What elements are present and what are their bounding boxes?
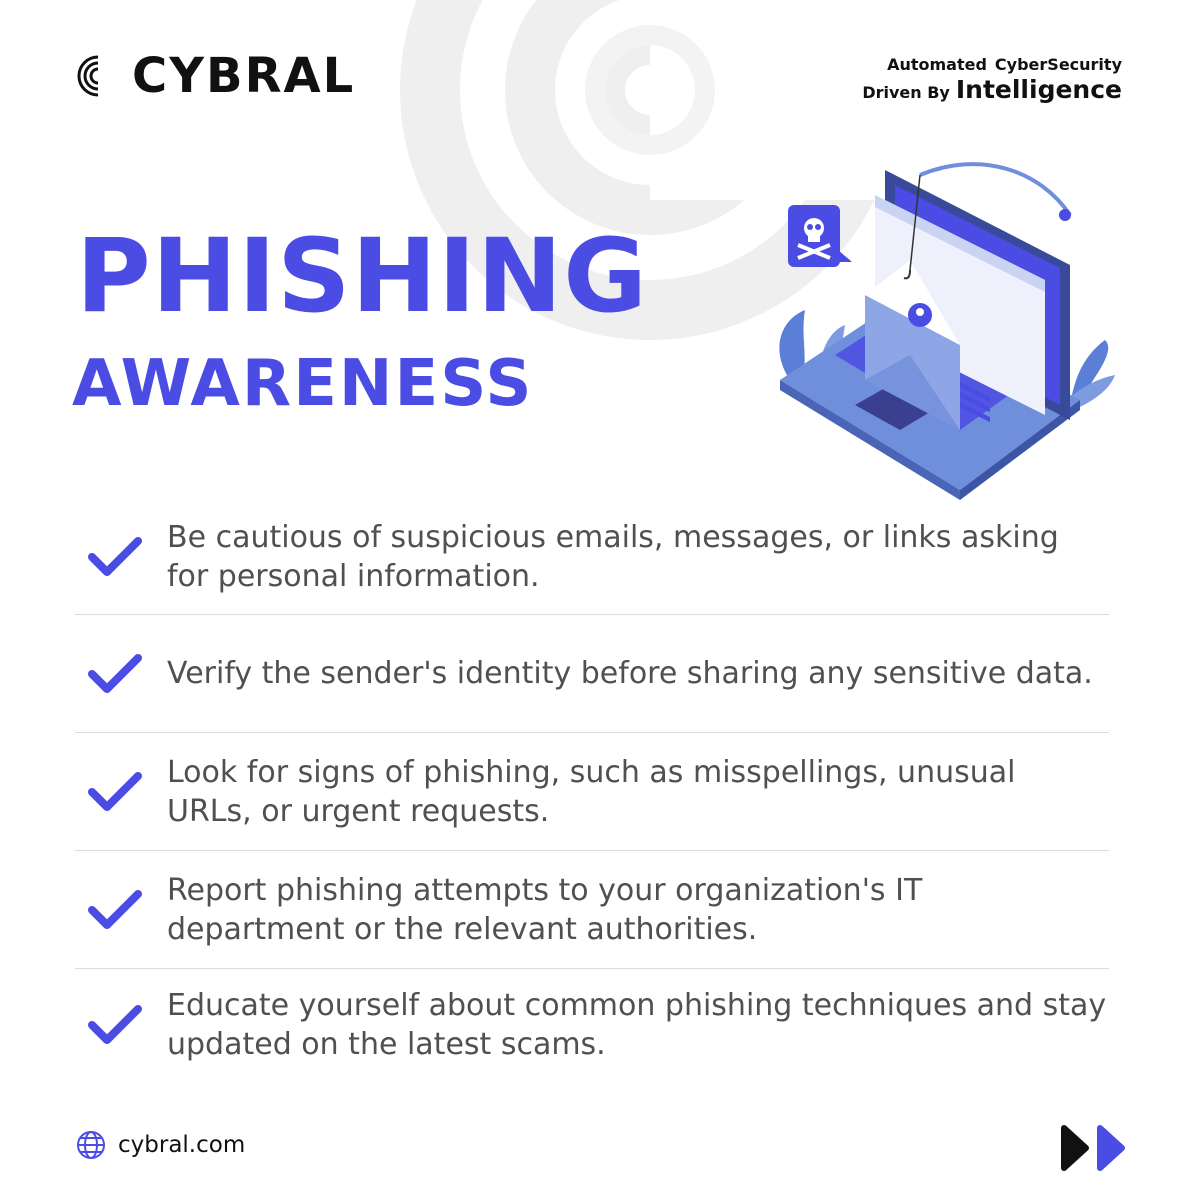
tip-text: Be cautious of suspicious emails, messages, or links asking for personal information. (167, 520, 1059, 594)
tip-text: Report phishing attempts to your organization's IT department or the relevant authorities. (167, 872, 923, 947)
check-icon (75, 771, 167, 813)
check-icon (75, 1004, 167, 1046)
check-icon (75, 536, 167, 578)
list-item (75, 851, 1109, 969)
list-item (75, 615, 1109, 733)
tagline-cybersecurity: CyberSecurity (994, 55, 1122, 74)
tips-list (75, 500, 1109, 1081)
list-item (75, 733, 1109, 851)
brand-logo (76, 48, 356, 104)
tip-text: Verify the sender's identity before sharing any sensitive data. (167, 656, 1093, 691)
globe-icon (76, 1130, 106, 1160)
brand-name: CYBRAL (132, 48, 356, 104)
tip-text: Look for signs of phishing, such as misspellings, unusual URLs, or urgent requests. (167, 754, 1016, 829)
tagline (862, 55, 1122, 108)
check-icon (75, 653, 167, 695)
tagline-intelligence: Intelligence (955, 75, 1122, 104)
list-item (75, 500, 1109, 615)
website-link[interactable] (76, 1130, 245, 1160)
page-title: PHISHING (76, 217, 648, 336)
check-icon (75, 889, 167, 931)
cybral-logo-icon (76, 54, 120, 98)
list-item (75, 969, 1109, 1081)
tagline-automated: Automated (887, 55, 987, 74)
next-arrows-icon[interactable] (1060, 1124, 1126, 1172)
website-text: cybral.com (118, 1132, 246, 1158)
phishing-laptop-illustration (760, 150, 1120, 500)
tagline-driven-by: Driven By (862, 83, 950, 102)
page-subtitle: AWARENESS (72, 347, 534, 421)
tip-text: Educate yourself about common phishing techniques and stay updated on the latest scams. (167, 988, 1107, 1062)
